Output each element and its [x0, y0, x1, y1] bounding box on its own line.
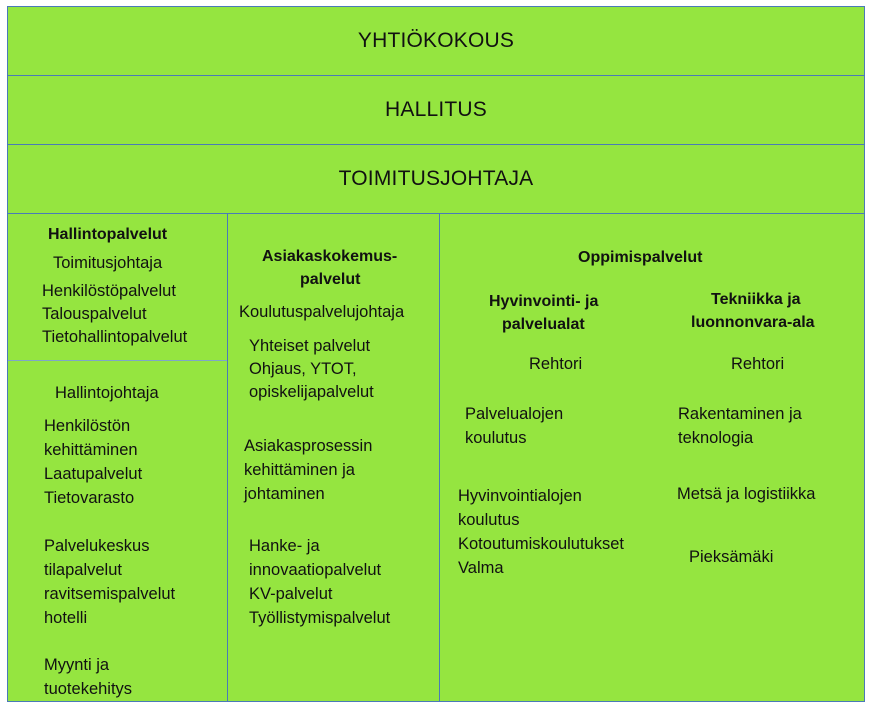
col3-heading: Oppimispalvelut: [578, 249, 703, 266]
divider-col1-horizontal: [8, 360, 227, 361]
col2-heading-line2: palvelut: [300, 271, 361, 288]
hallitus-box: [7, 75, 865, 145]
col1-group3-line: Myynti ja: [44, 656, 110, 674]
col1-group1-line: Tietovarasto: [44, 489, 135, 507]
col3-left-group1-line: koulutus: [465, 429, 527, 447]
col1-group2-line: hotelli: [44, 609, 88, 627]
toimitusjohtaja-box: [7, 144, 865, 214]
col2-group3-line: Työllistymispalvelut: [249, 609, 391, 627]
col1-leader: Toimitusjohtaja: [53, 254, 163, 272]
col1-group1-line: Laatupalvelut: [44, 465, 143, 483]
yhtiokokous-label: YHTIÖKOKOUS: [357, 29, 515, 52]
col3-right-heading-line2: luonnonvara-ala: [691, 314, 815, 331]
col2-group1-line: Ohjaus, YTOT,: [249, 360, 357, 378]
col1-group2-line: ravitsemispalvelut: [44, 585, 176, 603]
col2-group2-line: johtaminen: [244, 485, 325, 503]
col2-group3-line: Hanke- ja: [249, 537, 320, 555]
yhtiokokous-box: [7, 6, 865, 76]
col2-leader: Koulutuspalvelujohtaja: [239, 303, 405, 321]
divider-col1-col2: [227, 213, 228, 702]
col3-left-group2-line: Kotoutumiskoulutukset: [458, 535, 625, 553]
col1-group2-line: tilapalvelut: [44, 561, 122, 579]
col2-group3-line: KV-palvelut: [249, 585, 333, 603]
col3-right-group1-line: Rakentaminen ja: [678, 405, 802, 423]
col3-left-group1-line: Palvelualojen: [465, 405, 564, 423]
col1-group1-line: Henkilöstön: [44, 417, 131, 435]
col2-group1-line: opiskelijapalvelut: [249, 383, 374, 401]
col3-left-group2-line: Hyvinvointialojen: [458, 487, 582, 505]
col2-group3-line: innovaatiopalvelut: [249, 561, 382, 579]
col3-left-group2-line: Valma: [458, 559, 504, 577]
hallitus-label: HALLITUS: [385, 98, 487, 121]
col3-right-heading-line1: Tekniikka ja: [711, 291, 801, 308]
col3-left-group2-line: koulutus: [458, 511, 520, 529]
col3-left-heading-line1: Hyvinvointi- ja: [489, 293, 599, 310]
col2-group2-line: Asiakasprosessin: [244, 437, 373, 455]
col3-right-item: Metsä ja logistiikka: [677, 485, 816, 503]
col3-left-leader: Rehtori: [529, 355, 583, 373]
col3-left-heading-line2: palvelualat: [502, 316, 585, 333]
col3-right-group1-line: teknologia: [678, 429, 754, 447]
col2-heading-line1: Asiakaskokemus-: [262, 248, 398, 265]
divider-col2-col3: [439, 213, 440, 702]
col2-group2-line: kehittäminen ja: [244, 461, 355, 479]
toimitusjohtaja-label: TOIMITUSJOHTAJA: [338, 167, 534, 190]
col1-group2-line: Palvelukeskus: [44, 537, 150, 555]
col1-heading: Hallintopalvelut: [48, 226, 168, 243]
col1-item: Talouspalvelut: [42, 305, 147, 323]
col1-sub-leader: Hallintojohtaja: [55, 384, 159, 402]
col2-group1-line: Yhteiset palvelut: [249, 337, 371, 355]
col1-group1-line: kehittäminen: [44, 441, 138, 459]
col3-right-leader: Rehtori: [731, 355, 785, 373]
col1-item: Henkilöstöpalvelut: [42, 282, 176, 300]
col1-group3-line: tuotekehitys: [44, 680, 133, 698]
col3-right-item: Pieksämäki: [689, 548, 774, 566]
col1-item: Tietohallintopalvelut: [42, 328, 188, 346]
